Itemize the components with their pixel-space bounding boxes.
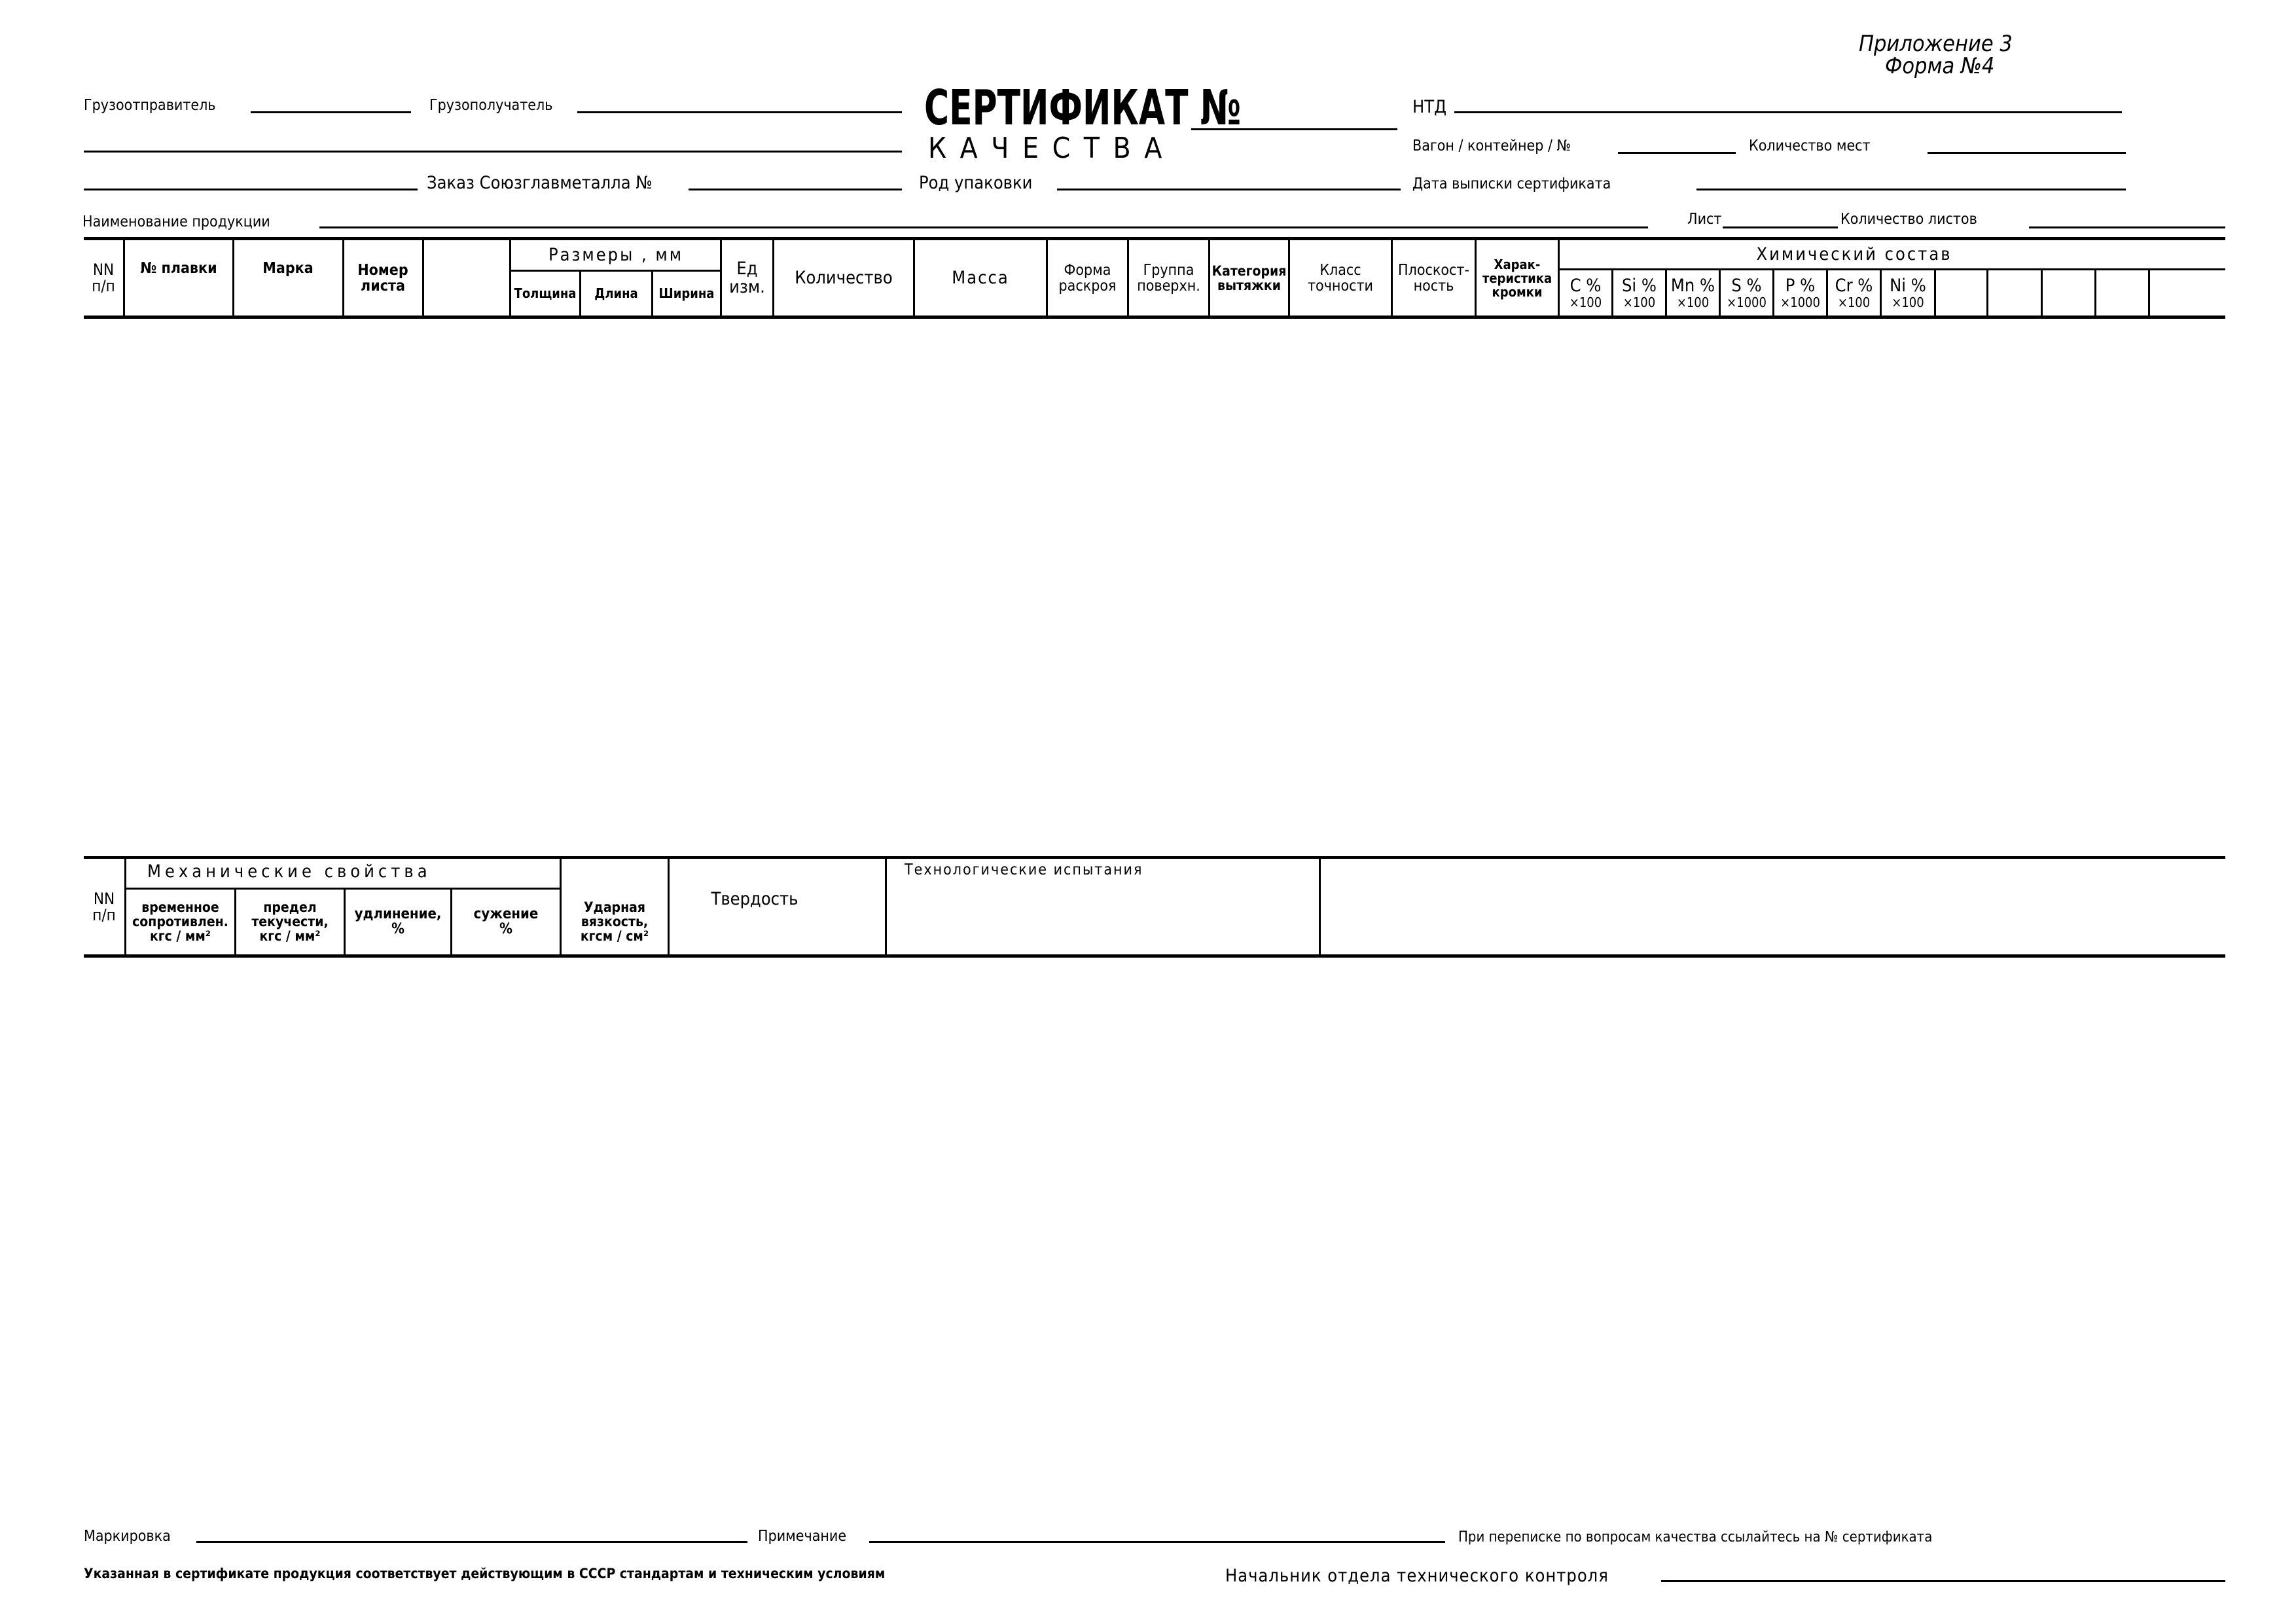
mech-title: Механические свойства xyxy=(147,861,431,882)
col-sizes: Размеры , мм xyxy=(548,244,684,265)
col-elongation: удлинение, % xyxy=(354,905,442,937)
order-field[interactable] xyxy=(689,189,902,190)
sheet-count-label: Количество листов xyxy=(1840,211,1977,228)
product-name-field[interactable] xyxy=(319,226,1648,228)
certificate-title: СЕРТИФИКАТ № xyxy=(924,80,1242,136)
issue-date-label: Дата выписки сертификата xyxy=(1412,175,1611,192)
shipper-field[interactable] xyxy=(251,111,411,113)
sheet-count-field[interactable] xyxy=(2029,226,2225,228)
col-accuracy-class: Класс точности xyxy=(1308,261,1373,295)
note-field[interactable] xyxy=(869,1541,1445,1543)
element-p: P % ×1000 xyxy=(1780,276,1820,310)
qc-head-label: Начальник отдела технического контроля xyxy=(1225,1566,1609,1586)
col-impact: Ударная вязкость, кгсм / см² xyxy=(580,899,649,945)
sheet-field[interactable] xyxy=(1723,226,1838,228)
shipper-field-3[interactable] xyxy=(84,189,418,190)
correspondence-note: При переписке по вопросам качества ссылайтесь на № сертификата xyxy=(1458,1529,1933,1545)
col-edge: Харак- теристика кромки xyxy=(1482,256,1552,300)
col-draw-category: Категория вытяжки xyxy=(1211,262,1287,293)
nta-label: НТД xyxy=(1412,97,1447,117)
form-number: Форма №4 xyxy=(1885,53,1995,79)
qc-head-signature-field[interactable] xyxy=(1661,1580,2225,1582)
element-s: S % ×1000 xyxy=(1727,276,1767,310)
appendix-number: Приложение 3 xyxy=(1859,31,2013,57)
col-tensile: временное сопротивлен. кгс / мм² xyxy=(132,899,228,945)
consignee-label: Грузополучатель xyxy=(429,97,553,114)
col-length: Длина xyxy=(594,285,638,301)
col-chem: Химический состав xyxy=(1756,244,1952,264)
certificate-subtitle: К А Ч Е С Т В А xyxy=(928,132,1165,165)
col-surface-group: Группа поверхн. xyxy=(1137,261,1200,295)
col-reduction: сужение % xyxy=(473,905,539,937)
col-melt: № плавки xyxy=(140,259,217,277)
note-label: Примечание xyxy=(758,1528,847,1545)
order-label: Заказ Союзглавметалла № xyxy=(427,173,653,193)
wagon-label: Вагон / контейнер / № xyxy=(1412,137,1571,154)
shipper-consignee-field-2[interactable] xyxy=(84,151,902,153)
element-mn: Mn % ×100 xyxy=(1670,276,1715,310)
col-flatness: Плоскост- ность xyxy=(1398,261,1469,295)
element-ni: Ni % ×100 xyxy=(1890,276,1926,310)
compliance-statement: Указанная в сертификате продукция соответствует действующим в СССР стандартам и техническим условиям xyxy=(84,1566,886,1581)
col-nn: NN п/п xyxy=(92,260,115,295)
mech-col-nn: NN п/п xyxy=(92,889,116,924)
col-thickness: Толщина xyxy=(514,285,577,301)
packaging-field[interactable] xyxy=(1057,189,1401,190)
wagon-field[interactable] xyxy=(1618,152,1736,154)
col-cut-form: Форма раскроя xyxy=(1058,261,1117,295)
shipper-label: Грузоотправитель xyxy=(84,97,216,114)
element-c: C % ×100 xyxy=(1569,276,1602,310)
issue-date-field[interactable] xyxy=(1696,189,2126,190)
col-yield: предел текучести, кгс / мм² xyxy=(251,899,329,945)
col-unit: Ед изм. xyxy=(729,258,765,297)
consignee-field[interactable] xyxy=(577,111,902,113)
nta-field[interactable] xyxy=(1454,111,2122,113)
places-label: Количество мест xyxy=(1749,137,1871,154)
col-mass: Масса xyxy=(952,267,1009,288)
marking-label: Маркировка xyxy=(84,1528,171,1545)
marking-field[interactable] xyxy=(196,1541,747,1543)
col-sheet-no: Номер листа xyxy=(357,261,408,295)
col-hardness: Твердость xyxy=(711,888,798,909)
packaging-label: Род упаковки xyxy=(919,173,1033,193)
sheet-label: Лист xyxy=(1687,211,1722,228)
certificate-number-field[interactable] xyxy=(1191,128,1397,130)
col-tech-tests: Технологические испытания xyxy=(905,861,1143,878)
col-width: Ширина xyxy=(658,285,715,301)
col-grade: Марка xyxy=(262,259,314,277)
product-name-label: Наименование продукции xyxy=(82,213,270,230)
element-si: Si % ×100 xyxy=(1622,276,1657,310)
element-cr: Cr % ×100 xyxy=(1835,276,1873,310)
col-quantity: Количество xyxy=(795,267,893,288)
places-field[interactable] xyxy=(1928,152,2126,154)
